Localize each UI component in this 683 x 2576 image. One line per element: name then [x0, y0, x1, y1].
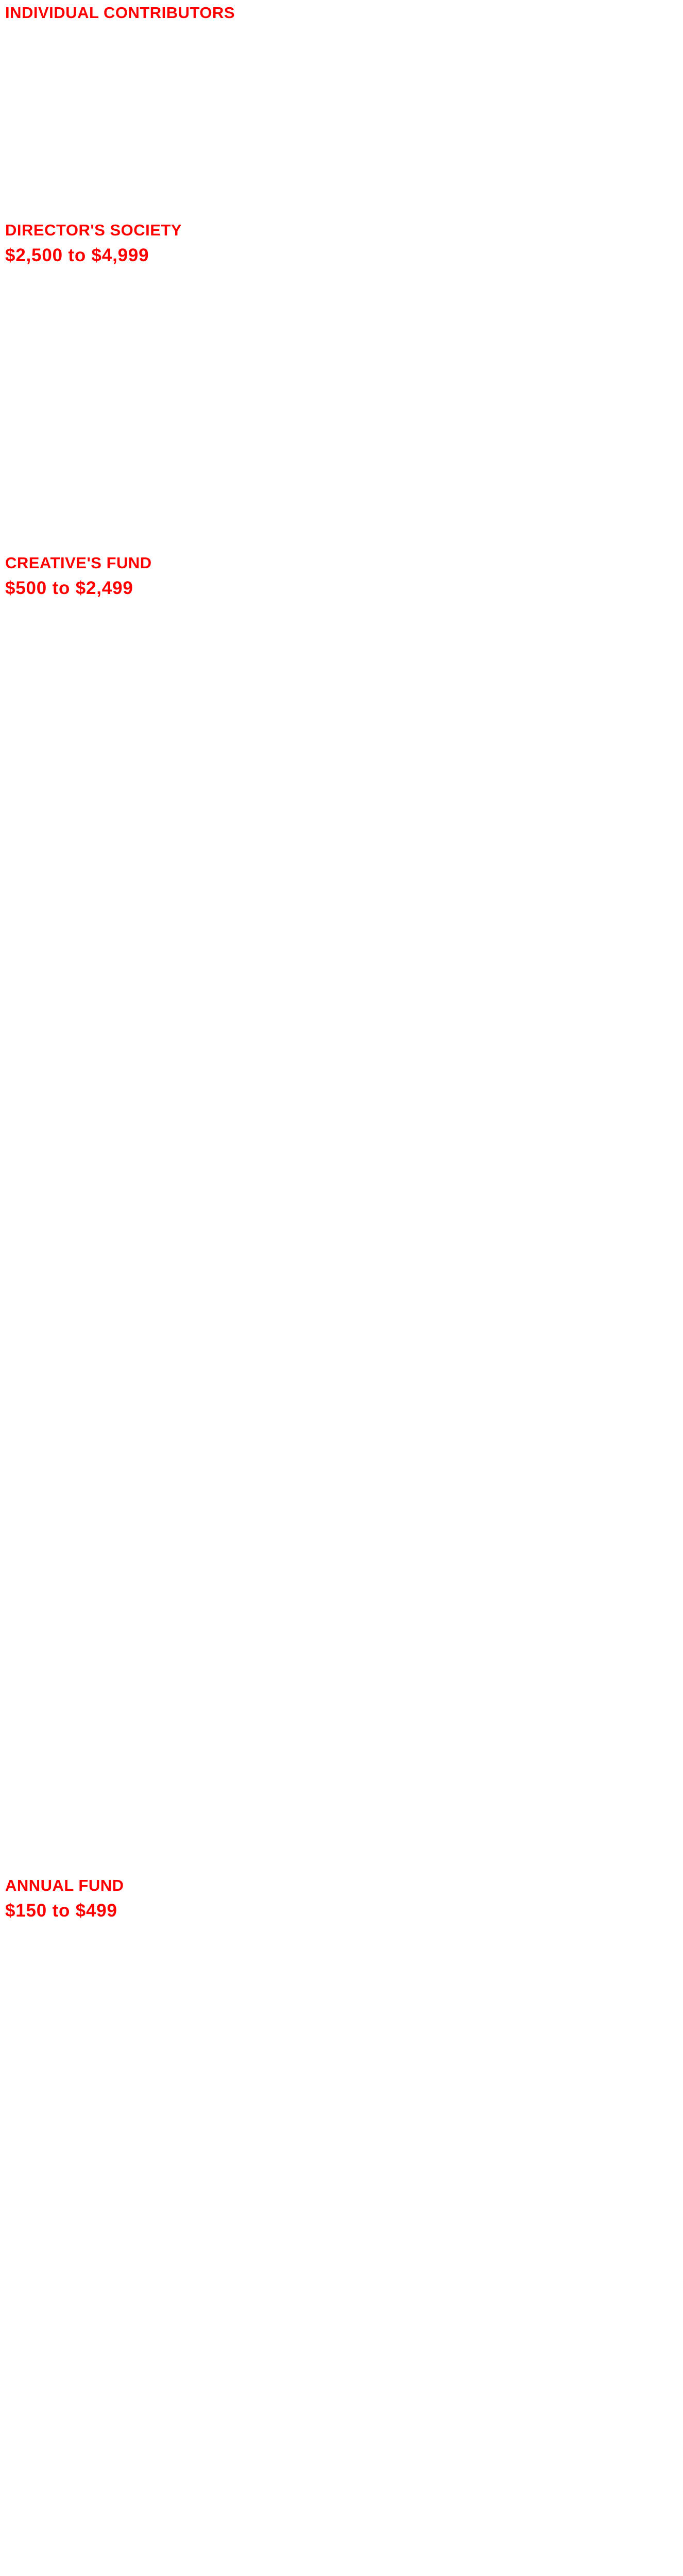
annual-fund-heading: ANNUAL FUND: [5, 1876, 124, 1894]
directors-society-range: $2,500 to $4,999: [5, 245, 149, 265]
individual-contributors-heading: INDIVIDUAL CONTRIBUTORS: [5, 4, 235, 22]
creatives-fund-range: $500 to $2,499: [5, 578, 133, 598]
annual-fund-range: $150 to $499: [5, 1901, 117, 1921]
directors-society-heading: DIRECTOR'S SOCIETY: [5, 221, 182, 239]
creatives-fund-heading: CREATIVE'S FUND: [5, 554, 152, 572]
